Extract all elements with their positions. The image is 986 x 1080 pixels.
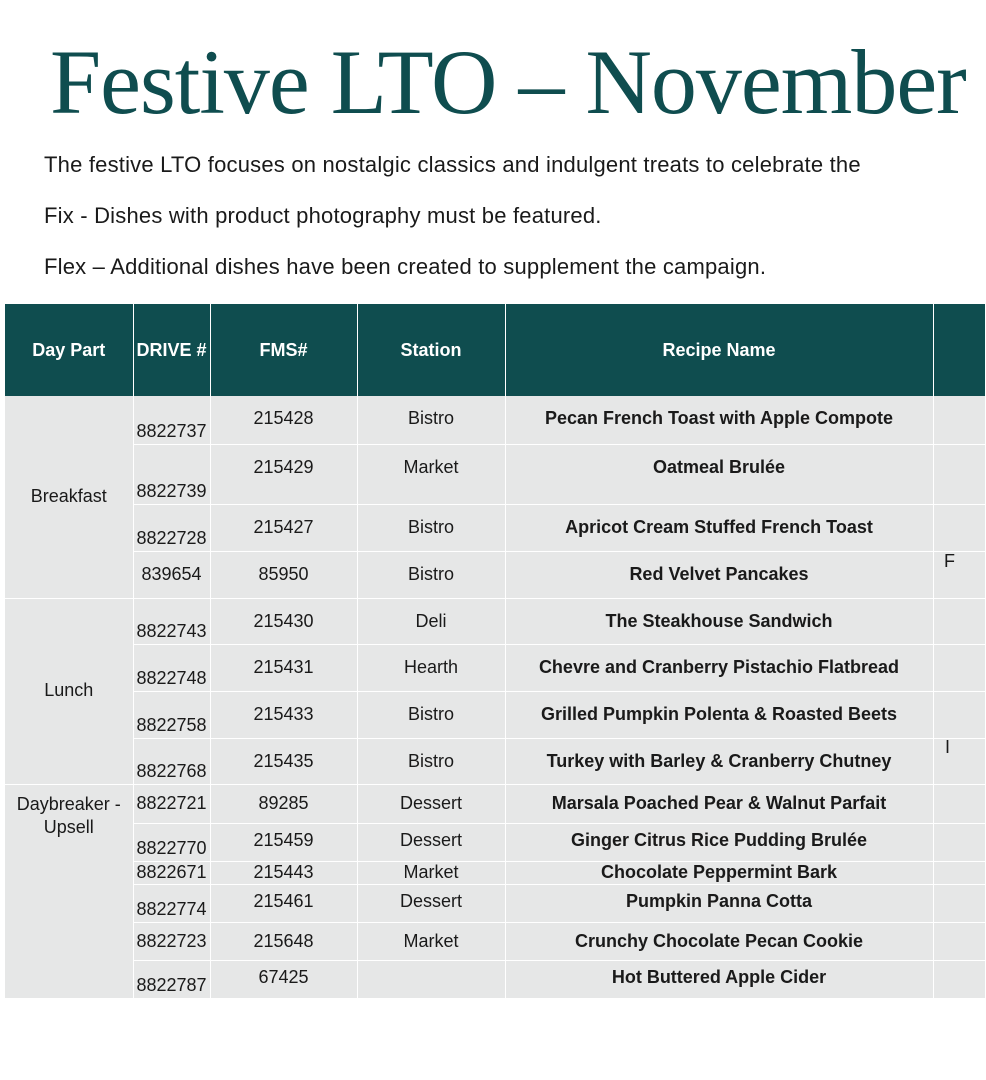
cut-off-cell xyxy=(933,444,985,504)
header-station: Station xyxy=(357,304,505,396)
station-cell: Deli xyxy=(357,598,505,644)
fms-cell: 215427 xyxy=(210,504,357,551)
cut-off-cell xyxy=(933,884,985,922)
day-part-cell: Daybreaker - Upsell xyxy=(5,784,133,998)
drive-cell: 8822787 xyxy=(133,960,210,998)
table-row xyxy=(5,884,985,922)
fms-cell: 67425 xyxy=(210,960,357,998)
table-row xyxy=(5,861,985,884)
drive-cell: 8822758 xyxy=(133,691,210,738)
station-cell: Dessert xyxy=(357,884,505,922)
recipe-cell: Red Velvet Pancakes xyxy=(505,551,933,598)
recipe-cell: Chevre and Cranberry Pistachio Flatbread xyxy=(505,644,933,691)
fms-cell: 215435 xyxy=(210,738,357,784)
recipe-cell: Apricot Cream Stuffed French Toast xyxy=(505,504,933,551)
cut-off-mark: I xyxy=(945,737,951,757)
cut-off-cell xyxy=(933,823,985,861)
cut-off-cell xyxy=(933,922,985,960)
recipe-cell: Grilled Pumpkin Polenta & Roasted Beets xyxy=(505,691,933,738)
table-row xyxy=(5,823,985,861)
table-row xyxy=(5,644,985,691)
recipe-cell: Pecan French Toast with Apple Compote xyxy=(505,396,933,444)
drive-cell: 8822739 xyxy=(133,444,210,504)
header-fms: FMS# xyxy=(210,304,357,396)
cut-off-mark: F xyxy=(944,551,955,571)
table-header-row xyxy=(5,304,985,396)
cut-off-cell xyxy=(933,598,985,644)
fms-cell: 215431 xyxy=(210,644,357,691)
recipe-cell: Turkey with Barley & Cranberry Chutney xyxy=(505,738,933,784)
drive-cell: 8822774 xyxy=(133,884,210,922)
fms-cell: 215459 xyxy=(210,823,357,861)
header-recipe-name: Recipe Name xyxy=(505,304,933,396)
drive-cell: 8822721 xyxy=(133,784,210,823)
cut-off-cell xyxy=(933,784,985,823)
cut-off-cell xyxy=(933,861,985,884)
day-part-cell: Lunch xyxy=(5,598,133,784)
lto-table-container xyxy=(5,304,951,999)
fms-cell: 85950 xyxy=(210,551,357,598)
recipe-cell: Oatmeal Brulée xyxy=(505,444,933,504)
table-row xyxy=(5,444,985,504)
cut-off-cell xyxy=(933,396,985,444)
fms-cell: 215430 xyxy=(210,598,357,644)
header-drive: DRIVE # xyxy=(133,304,210,396)
fms-cell: 215429 xyxy=(210,444,357,504)
fms-cell: 215443 xyxy=(210,861,357,884)
cut-off-cell xyxy=(933,960,985,998)
drive-cell: 8822671 xyxy=(133,861,210,884)
fms-cell: 215461 xyxy=(210,884,357,922)
station-cell: Market xyxy=(357,444,505,504)
drive-cell: 8822748 xyxy=(133,644,210,691)
station-cell: Bistro xyxy=(357,551,505,598)
table-row xyxy=(5,691,985,738)
table-row xyxy=(5,922,985,960)
recipe-cell: Ginger Citrus Rice Pudding Brulée xyxy=(505,823,933,861)
drive-cell: 8822728 xyxy=(133,504,210,551)
table-row xyxy=(5,598,985,644)
cut-off-cell xyxy=(933,504,985,551)
drive-cell: 8822770 xyxy=(133,823,210,861)
station-cell xyxy=(357,960,505,998)
recipe-cell: Crunchy Chocolate Pecan Cookie xyxy=(505,922,933,960)
drive-cell: 8822768 xyxy=(133,738,210,784)
station-cell: Bistro xyxy=(357,396,505,444)
cut-off-cell xyxy=(933,738,985,784)
table-row xyxy=(5,396,985,444)
station-cell: Bistro xyxy=(357,691,505,738)
drive-cell: 8822743 xyxy=(133,598,210,644)
page-title: Festive LTO – November xyxy=(50,31,966,133)
header-cut-off xyxy=(933,304,985,396)
flex-text: Flex – Additional dishes have been created to supplement the campaign. xyxy=(44,254,767,279)
fms-cell: 215648 xyxy=(210,922,357,960)
station-cell: Market xyxy=(357,922,505,960)
intro-text: The festive LTO focuses on nostalgic classics and indulgent treats to celebrate the xyxy=(44,152,861,177)
lto-recipe-table xyxy=(5,304,986,999)
table-row xyxy=(5,504,985,551)
station-cell: Hearth xyxy=(357,644,505,691)
cut-off-cell xyxy=(933,551,985,598)
day-part-cell: Breakfast xyxy=(5,396,133,598)
cut-off-cell xyxy=(933,644,985,691)
station-cell: Market xyxy=(357,861,505,884)
recipe-cell: Chocolate Peppermint Bark xyxy=(505,861,933,884)
recipe-cell: Hot Buttered Apple Cider xyxy=(505,960,933,998)
table-row xyxy=(5,960,985,998)
table-row xyxy=(5,784,985,823)
header-day-part: Day Part xyxy=(5,304,133,396)
station-cell: Dessert xyxy=(357,784,505,823)
recipe-cell: Pumpkin Panna Cotta xyxy=(505,884,933,922)
recipe-cell: Marsala Poached Pear & Walnut Parfait xyxy=(505,784,933,823)
recipe-cell: The Steakhouse Sandwich xyxy=(505,598,933,644)
drive-cell: 8822723 xyxy=(133,922,210,960)
table-row xyxy=(5,738,985,784)
drive-cell: 839654 xyxy=(133,551,210,598)
fix-text: Fix - Dishes with product photography must be featured. xyxy=(44,203,602,228)
fms-cell: 215433 xyxy=(210,691,357,738)
station-cell: Bistro xyxy=(357,738,505,784)
fms-cell: 215428 xyxy=(210,396,357,444)
cut-off-cell xyxy=(933,691,985,738)
drive-cell: 8822737 xyxy=(133,396,210,444)
fms-cell: 89285 xyxy=(210,784,357,823)
table-row xyxy=(5,551,985,598)
station-cell: Bistro xyxy=(357,504,505,551)
station-cell: Dessert xyxy=(357,823,505,861)
